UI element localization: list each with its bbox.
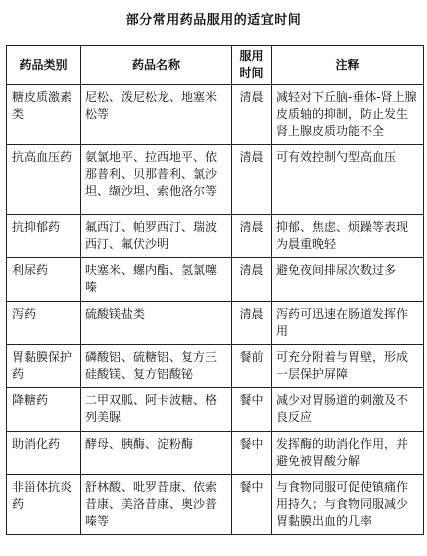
cell-note: 可有效控制勺型高血压 (272, 145, 424, 215)
cell-time: 餐中 (232, 388, 272, 432)
cell-drug-name: 呋塞米、螺内酯、氢氯噻嗪 (81, 258, 232, 302)
table-row (7, 388, 424, 432)
cell-time: 清晨 (232, 145, 272, 215)
cell-category: 降糖药 (7, 388, 81, 432)
cell-time: 清晨 (232, 85, 272, 145)
cell-category: 抗抑郁药 (7, 215, 81, 258)
cell-note: 与食物同服可促使镇痛作用持久；与食物同服减少胃黏膜出血的几率 (272, 475, 424, 535)
cell-drug-name: 二甲双胍、阿卡波糖、格列美脲 (81, 388, 232, 432)
cell-time: 清晨 (232, 302, 272, 345)
cell-time: 清晨 (232, 258, 272, 302)
document-title: 部分常用药品服用的适宜时间 (125, 13, 302, 28)
cell-time: 餐中 (232, 475, 272, 535)
cell-time: 餐中 (232, 432, 272, 475)
table-header-row (7, 46, 424, 85)
cell-time: 清晨 (232, 215, 272, 258)
cell-category: 利尿药 (7, 258, 81, 302)
header-note: 注释 (272, 46, 424, 85)
cell-drug-name: 磷酸铝、硫糖铝、复方三硅酸镁、复方铝酸铋 (81, 345, 232, 388)
cell-category: 泻药 (7, 302, 81, 345)
cell-note: 抑郁、焦虑、烦躁等表现为晨重晚轻 (272, 215, 424, 258)
cell-category: 助消化药 (7, 432, 81, 475)
header-time: 服用时间 (232, 46, 272, 85)
table-row (7, 302, 424, 345)
cell-note: 泻药可迅速在肠道发挥作用 (272, 302, 424, 345)
header-category: 药品类别 (7, 46, 81, 85)
cell-drug-name: 尼松、泼尼松龙、地塞米松等 (81, 85, 232, 145)
header-drug-name: 药品名称 (81, 46, 232, 85)
cell-category: 非甾体抗炎药 (7, 475, 81, 535)
table-row (7, 432, 424, 475)
cell-note: 发挥酶的助消化作用，并避免被胃酸分解 (272, 432, 424, 475)
cell-note: 避免夜间排尿次数过多 (272, 258, 424, 302)
table-body (7, 85, 424, 535)
table-row (7, 475, 424, 535)
cell-note: 减轻对下丘脑-垂体-肾上腺皮质轴的抑制，防止发生肾上腺皮质功能不全 (272, 85, 424, 145)
medication-timing-table (6, 45, 424, 535)
table-row (7, 85, 424, 145)
cell-note: 可充分附着与胃壁，形成一层保护屏障 (272, 345, 424, 388)
table-row (7, 258, 424, 302)
cell-category: 抗高血压药 (7, 145, 81, 215)
cell-category: 胃黏膜保护药 (7, 345, 81, 388)
cell-time: 餐前 (232, 345, 272, 388)
table-row (7, 145, 424, 215)
cell-drug-name: 舒林酸、吡罗昔康、依索昔康、美洛昔康、奥沙普嗪等 (81, 475, 232, 535)
table-row (7, 345, 424, 388)
cell-category: 糖皮质激素类 (7, 85, 81, 145)
cell-drug-name: 氟西汀、帕罗西汀、瑞波西汀、氟伏沙明 (81, 215, 232, 258)
cell-drug-name: 硫酸镁盐类 (81, 302, 232, 345)
cell-drug-name: 酵母、胰酶、淀粉酶 (81, 432, 232, 475)
cell-drug-name: 氨氯地平、拉西地平、依那普利、贝那普利、氯沙坦、缬沙坦、索他洛尔等 (81, 145, 232, 215)
cell-note: 减少对胃肠道的刺激及不良反应 (272, 388, 424, 432)
table-row (7, 215, 424, 258)
